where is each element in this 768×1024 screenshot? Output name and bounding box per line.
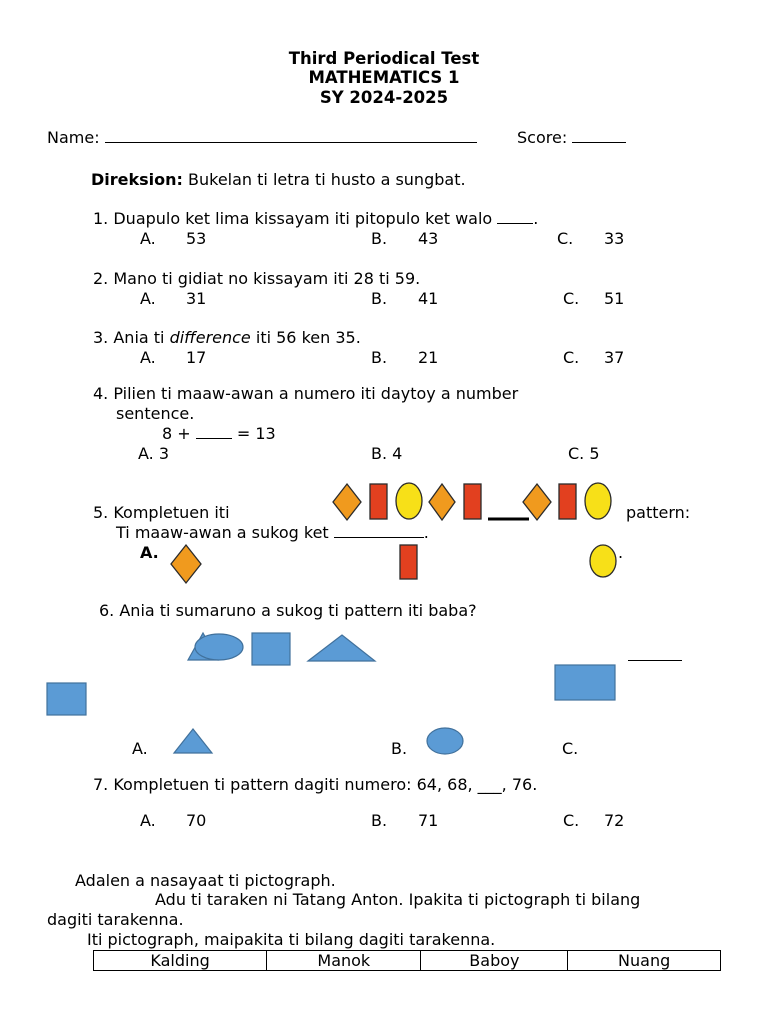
q7-choice-a-value: 70: [186, 811, 207, 830]
q1-choice-b-value: 43: [418, 229, 439, 248]
pictograph-paragraph-2: dagiti tarakenna.: [47, 910, 184, 929]
column-baboy: Baboy: [421, 951, 568, 971]
q2-choice-a[interactable]: A.: [140, 289, 156, 308]
q2-choice-c[interactable]: C.: [563, 289, 580, 308]
column-kalding: Kalding: [94, 951, 267, 971]
question-1: [93, 209, 538, 229]
q5-choice-a-diamond-icon[interactable]: [169, 543, 205, 585]
q7-choice-c[interactable]: C.: [563, 811, 580, 830]
question-3-stem-post: iti 56 ken 35.: [250, 328, 361, 347]
blue-triangle-shape: [308, 635, 375, 661]
q6-choice-a[interactable]: A.: [132, 739, 148, 758]
name-label: Name:: [47, 128, 100, 147]
orange-diamond-shape: [333, 484, 361, 520]
blue-square-shape: [46, 682, 88, 717]
question-3-stem: [93, 328, 361, 348]
yellow-oval-shape: [396, 483, 422, 519]
question-7-stem: 7. Kompletuen ti pattern dagiti numero: 64, 68, ___, 76.: [93, 775, 538, 794]
pictograph-intro: Adalen a nasayaat ti pictograph.: [75, 871, 336, 890]
question-5-stem-end: pattern:: [626, 503, 691, 522]
question-5-prompt-text: Ti maaw-awan a sukog ket: [116, 523, 334, 542]
q7-choice-b[interactable]: B.: [371, 811, 388, 830]
column-manok: Manok: [267, 951, 421, 971]
choice-letter: C.: [557, 229, 574, 248]
question-4-stem: 4. Pilien ti maaw-awan a numero iti daytoy a number: [93, 384, 519, 403]
q5-choice-b-rectangle-icon[interactable]: [398, 544, 420, 581]
question-1-stem: 1. Duapulo ket lima kissayam iti pitopulo ket walo: [93, 209, 498, 228]
q3-choice-a-value: 17: [186, 348, 207, 367]
q3-choice-b-value: 21: [418, 348, 439, 367]
question-5-stem: 5. Kompletuen iti: [93, 503, 230, 522]
number-sentence: [162, 424, 276, 444]
score-blank[interactable]: [572, 128, 626, 143]
orange-diamond-shape: [429, 484, 455, 520]
q1-choice-c-value: 33: [604, 229, 625, 248]
q6-choice-c[interactable]: C.: [562, 739, 579, 758]
q2-choice-b-value: 41: [418, 289, 439, 308]
q2-choice-b[interactable]: B.: [371, 289, 388, 308]
blue-square-shape: [252, 633, 290, 665]
q6-choice-b[interactable]: B.: [391, 739, 408, 758]
q4-choice-a[interactable]: A. 3: [138, 444, 170, 463]
pictograph-paragraph-3: Iti pictograph, maipakita ti bilang dagiti tarakenna.: [87, 930, 496, 949]
pictograph-table: [93, 950, 721, 971]
yellow-oval-shape: [585, 483, 611, 519]
name-field: [47, 128, 477, 148]
test-title: Third Periodical Test: [288, 49, 480, 68]
q1-choice-a-value: 53: [186, 229, 207, 248]
q7-choice-c-value: 72: [604, 811, 625, 830]
q2-choice-c-value: 51: [604, 289, 625, 308]
question-5-prompt-period: .: [423, 523, 429, 542]
direction-label: Direksion:: [91, 170, 183, 189]
subject-title: MATHEMATICS 1: [308, 68, 460, 87]
question-4-stem-cont: sentence.: [116, 404, 195, 423]
table-header-row: [94, 951, 721, 971]
q5-choice-a[interactable]: A.: [140, 543, 159, 562]
q6-shape-pattern: [185, 630, 380, 670]
q7-choice-b-value: 71: [418, 811, 439, 830]
score-field: [517, 128, 626, 148]
score-label: Score:: [517, 128, 568, 147]
q5-choice-c-oval-icon[interactable]: [588, 543, 620, 579]
q4-choice-c[interactable]: C. 5: [568, 444, 600, 463]
q3-choice-a[interactable]: A.: [140, 348, 156, 367]
choice-letter: A.: [140, 229, 156, 248]
q1-choice-b[interactable]: [371, 229, 387, 249]
q3-choice-c[interactable]: C.: [563, 348, 580, 367]
red-rectangle-shape: [370, 484, 387, 519]
q2-choice-a-value: 31: [186, 289, 207, 308]
name-blank[interactable]: [105, 128, 477, 143]
equation-right: = 13: [231, 424, 276, 443]
question-1-period: .: [533, 209, 539, 228]
direction-text: Bukelan ti letra ti husto a sungbat.: [182, 170, 466, 189]
question-6-stem: 6. Ania ti sumaruno a sukog ti pattern iti baba?: [99, 601, 477, 620]
choice-letter: B.: [371, 229, 388, 248]
blue-rectangle-shape: [554, 664, 617, 702]
red-rectangle-shape: [464, 484, 481, 519]
question-2-stem: 2. Mano ti gidiat no kissayam iti 28 ti 59.: [93, 269, 421, 288]
equation-blank: [196, 424, 232, 439]
shape-pattern: [330, 479, 620, 527]
school-year: SY 2024-2025: [319, 88, 449, 107]
q1-choice-c[interactable]: [557, 229, 573, 249]
blue-oval-shape: [195, 634, 243, 660]
question-1-blank: [497, 209, 533, 224]
q7-choice-a[interactable]: A.: [140, 811, 156, 830]
q1-choice-a[interactable]: [140, 229, 156, 249]
q5-choice-c-dot: .: [618, 543, 624, 562]
q3-choice-c-value: 37: [604, 348, 625, 367]
question-3-stem-pre: 3. Ania ti: [93, 328, 170, 347]
pictograph-paragraph-1: Adu ti taraken ni Tatang Anton. Ipakita ti pictograph ti bilang: [155, 890, 641, 909]
column-nuang: Nuang: [568, 951, 721, 971]
orange-diamond-shape: [523, 484, 551, 520]
q4-choice-b[interactable]: B. 4: [371, 444, 403, 463]
q6-choice-b-oval-icon[interactable]: [425, 726, 465, 756]
q3-choice-b[interactable]: B.: [371, 348, 388, 367]
question-3-term: difference: [169, 328, 251, 347]
equation-left: 8 +: [162, 424, 196, 443]
q6-blank: [628, 646, 682, 661]
red-rectangle-shape: [559, 484, 576, 519]
q6-choice-a-triangle-icon[interactable]: [172, 727, 214, 755]
direction: [91, 170, 466, 190]
